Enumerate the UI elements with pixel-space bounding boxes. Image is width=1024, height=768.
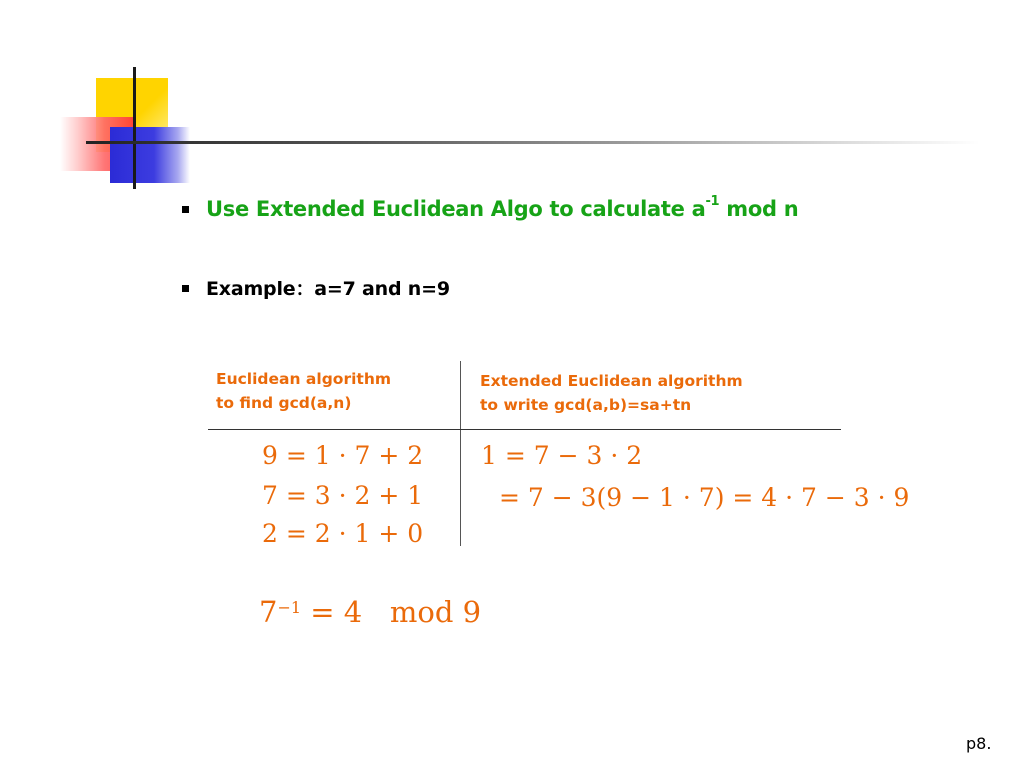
table-column-divider: [460, 361, 461, 546]
table-header-left-line2: to find gcd(a,n): [216, 394, 352, 412]
task-text-main: Use Extended Euclidean Algo to calculate a: [206, 197, 706, 221]
euclid-step-2: 7 = 3 · 2 + 1: [262, 481, 424, 510]
bullet-square-icon: [182, 285, 189, 292]
page-number: p8.: [966, 734, 992, 753]
example-text: Example：a=7 and n=9: [206, 278, 450, 300]
bullet-task: [182, 194, 799, 221]
logo-blue-square: [110, 127, 190, 183]
inverse-result-base: 7: [259, 595, 278, 629]
logo-vertical-line: [133, 67, 136, 189]
task-text-tail: mod n: [719, 197, 799, 221]
table-header-left-line1: Euclidean algorithm: [216, 370, 392, 388]
table-header-left: [216, 367, 391, 415]
table-header-right-line1: Extended Euclidean algorithm: [480, 372, 743, 390]
table-header-divider: [208, 429, 841, 430]
inverse-result-rest: = 4 mod 9: [301, 595, 482, 629]
extended-step-1: 1 = 7 − 3 · 2: [481, 441, 643, 470]
task-text: [206, 194, 799, 221]
bullet-example: [182, 274, 450, 301]
table-header-right-line2: to write gcd(a,b)=sa+tn: [480, 396, 692, 414]
inverse-result: [259, 595, 481, 629]
inverse-result-exponent: −1: [277, 598, 302, 617]
extended-step-2: = 7 − 3(9 − 1 · 7) = 4 · 7 − 3 · 9: [499, 483, 910, 512]
task-text-superscript: -1: [705, 194, 720, 209]
euclid-step-3: 2 = 2 · 1 + 0: [262, 519, 424, 548]
table-header-right: [480, 369, 743, 417]
bullet-square-icon: [182, 206, 189, 213]
euclid-step-1: 9 = 1 · 7 + 2: [262, 441, 424, 470]
title-divider-line: [86, 141, 980, 144]
